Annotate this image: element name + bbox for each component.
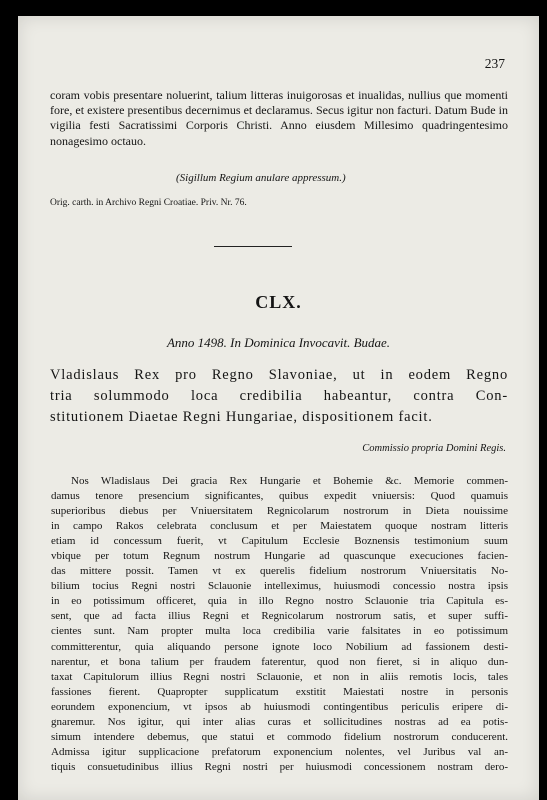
body-line: superioribus diebus per Vniuersitatem Regnicolarum nostrorum in Dieta nouissime xyxy=(51,505,508,518)
body-line: eorundem exponencium, vt ipsos ab huiusmodi contingentibus periculis eripere di- xyxy=(51,700,508,713)
body-line: fassiones fierent. Quapropter supplicatum exstitit Maiestati nostre in personis xyxy=(51,685,508,698)
body-line: das mittere possit. Tamen vt ex querelis fidelium nostrorum Vniuersitatis No- xyxy=(51,565,508,578)
body-line: narentur, et bona talium per fraudem faterentur, quod non fieret, si in aliquo dun- xyxy=(51,655,508,668)
dateline: Anno 1498. In Dominica Invocavit. Budae. xyxy=(166,335,391,350)
document-number: CLX. xyxy=(255,292,302,312)
commission-note: Commissio propria Domini Regis. xyxy=(362,443,506,454)
section-divider xyxy=(214,246,292,247)
heading-line: Vladislaus Rex pro Regno Slavoniae, ut in eodem Regno xyxy=(50,367,508,383)
page-number: 237 xyxy=(484,56,505,71)
source-note: Orig. carth. in Archivo Regni Croatiae. Priv. Nr. 76. xyxy=(50,198,247,208)
body-line: simum intendere debemus, que statui et commodo fidelium nostrorum conducerent. xyxy=(51,730,508,743)
body-line: in campo Rakos celebrata conclusum et per Maiestatem quoque nostram litteris xyxy=(51,520,508,533)
body-text xyxy=(51,474,508,775)
body-line: cientes sunt. Nam propter multa loca credibilia varie falsitates in eo potissimum xyxy=(51,625,508,638)
heading-line: stitutionem Diaetae Regni Hungariae, dispositionem facit. xyxy=(50,409,433,425)
body-line: gnaremur. Nos igitur, qui inter alias curas et sollicitudines nostras ad ea potis- xyxy=(51,715,508,728)
body-line: Nos Wladislaus Dei gracia Rex Hungarie et Bohemie &c. Memorie commen- xyxy=(71,475,508,487)
document-heading xyxy=(50,365,508,428)
body-line: in eo potissimum officeret, quia in illo Regno nostro Sclauonie tria Capitula es- xyxy=(51,595,508,608)
body-line: vbique per totum Regnum nostrum Hungarie ad quascunque execuciones facien- xyxy=(51,550,508,563)
body-line: Admissa igitur supplicacione prefatorum exponencium nolentes, vel Juribus val an- xyxy=(51,745,508,758)
seal-note: (Sigillum Regium anulare appressum.) xyxy=(176,172,346,184)
book-page xyxy=(18,16,539,800)
heading-line: tria solummodo loca credibilia habeantur, contra Con- xyxy=(50,388,508,404)
body-line: damus tenore presencium significantes, quibus expedit vniuersis: Quod quamuis xyxy=(51,490,508,503)
top-paragraph: coram vobis presentare noluerint, talium litteras inuigorosas et inualidas, nullius que momenti fore, et existere presentibus decernimus et declaramus. Secus igitur non facturi. Datum Bude in vigilia festi Sacratissimi Corporis Christi. Anno eiusdem Millesimo quadringentesimo nonagesimo octauo. xyxy=(50,88,508,148)
body-line: bilium tocius Regni nostri Sclauonie intelleximus, huiusmodi concessio nostra ipsis xyxy=(51,580,508,593)
body-line: etiam id concessum fuerit, vt Capitulum Ecclesie Boznensis testimonium suum xyxy=(51,535,508,548)
body-line: committerentur, quia aliquando persone ignote loco Nobilium ad fassionem desti- xyxy=(51,640,508,653)
body-line: tiquis consuetudinibus illius Regni nostri per huiusmodi concessionem nostram dero- xyxy=(51,760,508,773)
body-line: taxat Capitulorum illius Regni nostri Sclauonie, et non in aliis remotis locis, tales xyxy=(51,670,508,683)
body-line: sent, que ad facta illius Regni et Regnicolarum nostrorum satis, et super suffi- xyxy=(51,610,508,623)
